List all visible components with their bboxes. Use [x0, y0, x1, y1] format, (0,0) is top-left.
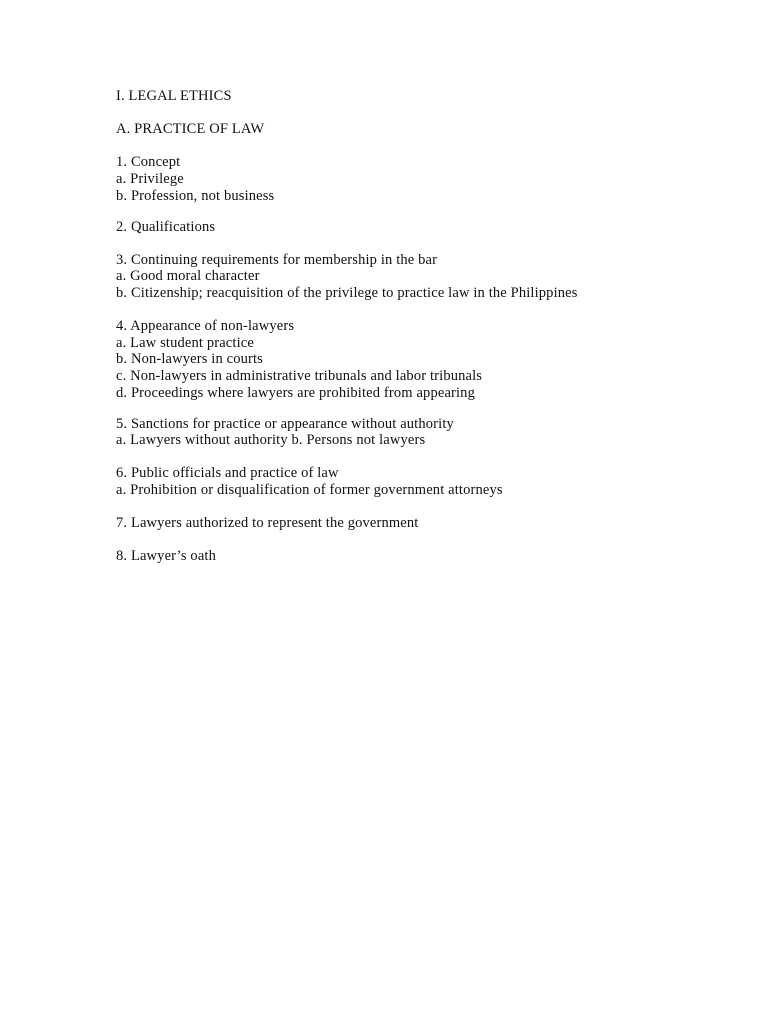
outline-subitem: a. Law student practice	[116, 334, 254, 351]
outline-subitem: a. Good moral character	[116, 268, 260, 285]
outline-heading: 4. Appearance of non-lawyers	[116, 318, 295, 335]
outline-item-lawyers-oath	[116, 548, 676, 565]
outline-item-appearance-non-lawyers	[116, 318, 676, 401]
outline-heading: 7. Lawyers authorized to represent the government	[116, 515, 419, 532]
outline-heading: 2. Qualifications	[116, 218, 216, 235]
outline-subitem: b. Profession, not business	[116, 187, 275, 204]
outline-heading: 8. Lawyer’s oath	[116, 548, 216, 565]
document-page	[116, 88, 676, 582]
section-title-block	[116, 88, 676, 105]
outline-heading: 1. Concept	[116, 154, 181, 171]
outline-item-qualifications	[116, 219, 676, 236]
outline-heading: 3. Continuing requirements for membership in the bar	[116, 251, 438, 268]
outline-item-concept	[116, 154, 676, 204]
outline-subitem: a. Privilege	[116, 170, 184, 187]
outline-item-government-lawyers	[116, 515, 676, 532]
outline-item-public-officials	[116, 465, 676, 498]
outline-item-continuing-requirements	[116, 252, 676, 302]
outline-subitem: b. Non-lawyers in courts	[116, 351, 263, 368]
outline-heading: 5. Sanctions for practice or appearance without authority	[116, 415, 454, 432]
outline-heading: 6. Public officials and practice of law	[116, 465, 339, 482]
outline-subitem: a. Prohibition or disqualification of former government attorneys	[116, 482, 503, 499]
outline-item-sanctions	[116, 416, 676, 449]
outline-subitem: d. Proceedings where lawyers are prohibited from appearing	[116, 384, 475, 401]
outline-subitem: a. Lawyers without authority b. Persons not lawyers	[116, 432, 426, 449]
outline-subitem: c. Non-lawyers in administrative tribunals and labor tribunals	[116, 368, 483, 384]
outline-subitem: b. Citizenship; reacquisition of the privilege to practice law in the Philippines	[116, 285, 578, 302]
subsection-title-block	[116, 121, 676, 138]
subsection-title: A. PRACTICE OF LAW	[116, 121, 265, 138]
section-title: I. LEGAL ETHICS	[116, 88, 232, 104]
